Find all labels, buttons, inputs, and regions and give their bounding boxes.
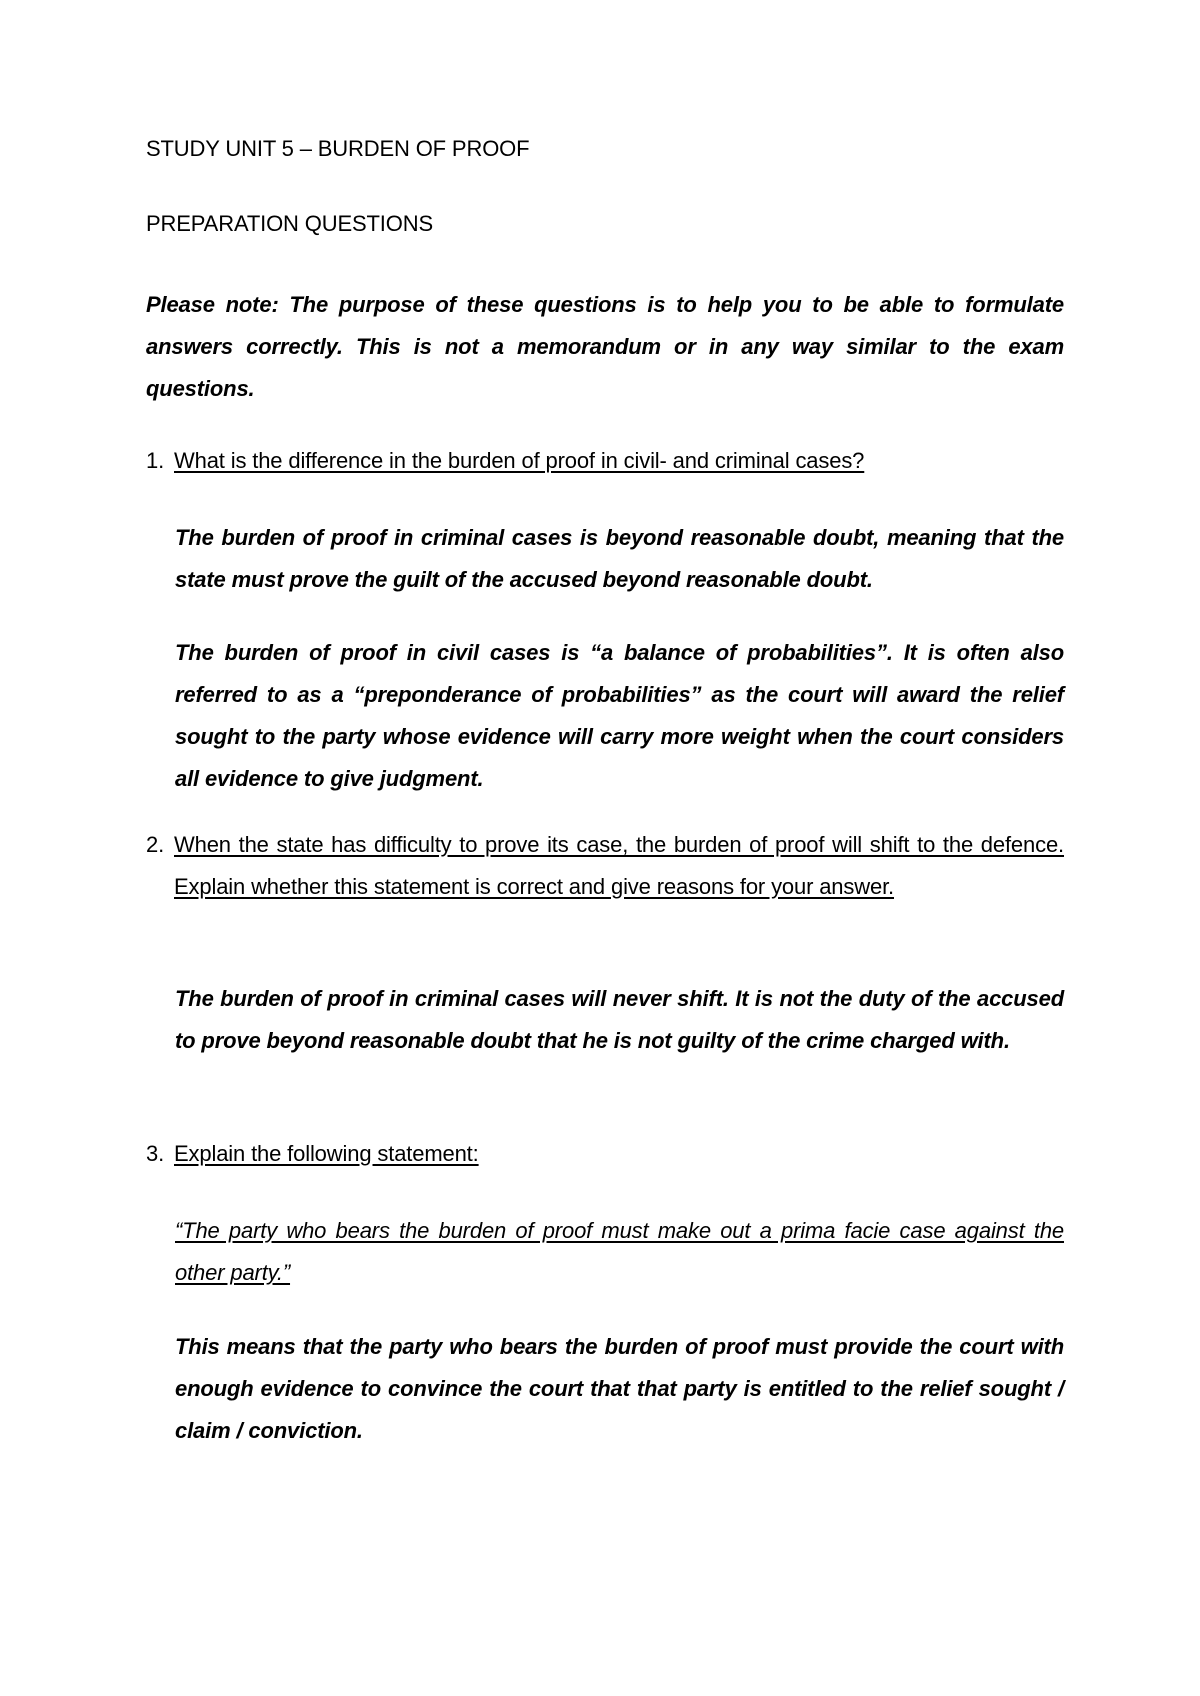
question-2 [146,824,1064,908]
question-text: What is the difference in the burden of proof in civil- and criminal cases? [174,448,865,473]
answer-1-paragraph-2: The burden of proof in civil cases is “a balance of probabilities”. It is often also referred to as a “preponderance of probabilities” as the court will award the relief sought to the party whose evidence will carry more weight when the court considers all evidence to give judgment. [175,640,1064,791]
question-number: 3. [146,1141,165,1166]
quoted-statement: “The party who bears the burden of proof must make out a prima facie case against the other party.” [175,1218,1064,1285]
document-title: STUDY UNIT 5 – BURDEN OF PROOF [146,136,530,161]
question-3 [146,1133,1064,1175]
question-number: 2. [146,832,165,857]
document-subtitle: PREPARATION QUESTIONS [146,211,433,236]
question-text: When the state has difficulty to prove its case, the burden of proof will shift to the defence. Explain whether this statement is correct and give reasons for your answer. [174,832,1064,899]
question-1 [146,440,1064,482]
answer-1-paragraph-1: The burden of proof in criminal cases is beyond reasonable doubt, meaning that the state must prove the guilt of the accused beyond reasonable doubt. [175,525,1064,592]
please-note-paragraph: Please note: The purpose of these questions is to help you to be able to formulate answers correctly. This is not a memorandum or in any way similar to the exam questions. [146,292,1064,401]
answer-2-paragraph-1: The burden of proof in criminal cases will never shift. It is not the duty of the accused to prove beyond reasonable doubt that he is not guilty of the crime charged with. [175,986,1064,1053]
question-number: 1. [146,448,165,473]
question-text: Explain the following statement: [174,1141,479,1166]
answer-3-paragraph-1: This means that the party who bears the burden of proof must provide the court with enough evidence to convince the court that that party is entitled to the relief sought / claim / conviction. [175,1334,1064,1443]
